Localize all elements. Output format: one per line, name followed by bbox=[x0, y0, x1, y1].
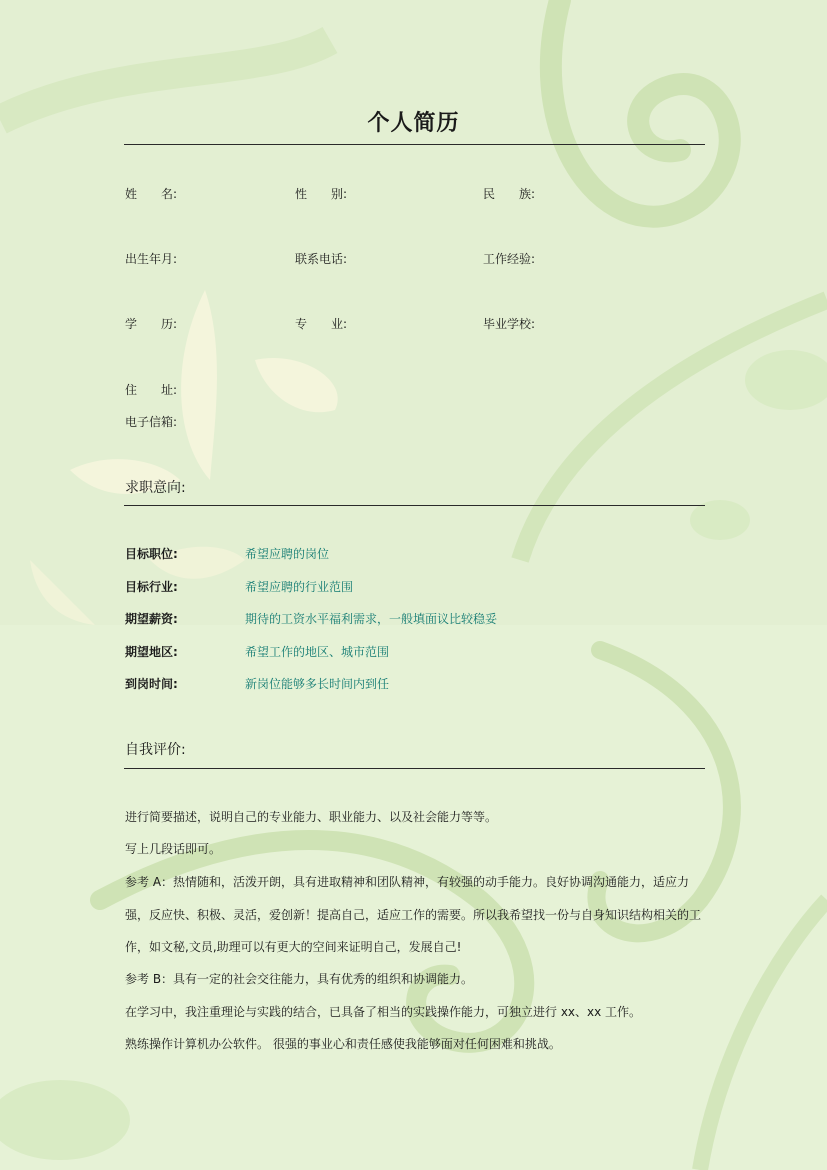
self-evaluation-divider bbox=[124, 768, 705, 769]
title-divider bbox=[124, 144, 705, 145]
evaluation-paragraph: 参考 A：热情随和，活泼开朗，具有进取精神和团队精神，有较强的动手能力。良好协调沟通能力，适应力强，反应快、积极、灵活，爱创新！提高自己，适应工作的需要。所以我希望找一份与自身知识结构相关的工作，如文秘,文员,助理可以有更大的空间来证明自己，发展自己! bbox=[125, 875, 702, 954]
intent-label: 目标职位: bbox=[125, 547, 178, 561]
page-title: 个人简历 bbox=[367, 110, 460, 136]
evaluation-paragraph: 写上几段话即可。 bbox=[125, 842, 222, 856]
intent-value: 希望工作的地区、城市范围 bbox=[245, 645, 390, 659]
field-address-label: 住 址: bbox=[125, 383, 178, 397]
intent-value: 希望应聘的行业范围 bbox=[245, 580, 354, 594]
intent-label: 目标行业: bbox=[125, 580, 178, 594]
field-gender-label: 性 别: bbox=[295, 187, 348, 201]
field-name-label: 姓 名: bbox=[125, 187, 178, 201]
evaluation-paragraph: 熟练操作计算机办公软件。 很强的事业心和责任感使我能够面对任何困难和挑战。 bbox=[125, 1037, 561, 1051]
intent-value: 新岗位能够多长时间内到任 bbox=[245, 677, 390, 691]
job-intent-heading: 求职意向: bbox=[125, 480, 186, 496]
field-email-label: 电子信箱: bbox=[125, 415, 178, 429]
evaluation-paragraph: 进行简要描述，说明自己的专业能力、职业能力、以及社会能力等等。 bbox=[125, 810, 498, 824]
field-birthdate-label: 出生年月: bbox=[125, 252, 178, 266]
intent-value: 期待的工资水平福利需求，一般填面议比较稳妥 bbox=[245, 612, 498, 626]
field-school-label: 毕业学校: bbox=[483, 317, 536, 331]
evaluation-paragraph: 参考 B：具有一定的社会交往能力，具有优秀的组织和协调能力。 bbox=[125, 972, 474, 986]
intent-value: 希望应聘的岗位 bbox=[245, 547, 330, 561]
field-experience-label: 工作经验: bbox=[483, 252, 536, 266]
intent-label: 期望薪资: bbox=[125, 612, 178, 626]
self-evaluation-heading: 自我评价: bbox=[125, 742, 186, 758]
job-intent-divider bbox=[124, 505, 705, 506]
field-phone-label: 联系电话: bbox=[295, 252, 348, 266]
intent-label: 期望地区: bbox=[125, 645, 178, 659]
evaluation-paragraph: 在学习中，我注重理论与实践的结合，已具备了相当的实践操作能力，可独立进行 xx、xx 工作。 bbox=[125, 1005, 642, 1019]
field-education-label: 学 历: bbox=[125, 317, 178, 331]
field-major-label: 专 业: bbox=[295, 317, 348, 331]
field-ethnicity-label: 民 族: bbox=[483, 187, 536, 201]
intent-label: 到岗时间: bbox=[125, 677, 178, 691]
